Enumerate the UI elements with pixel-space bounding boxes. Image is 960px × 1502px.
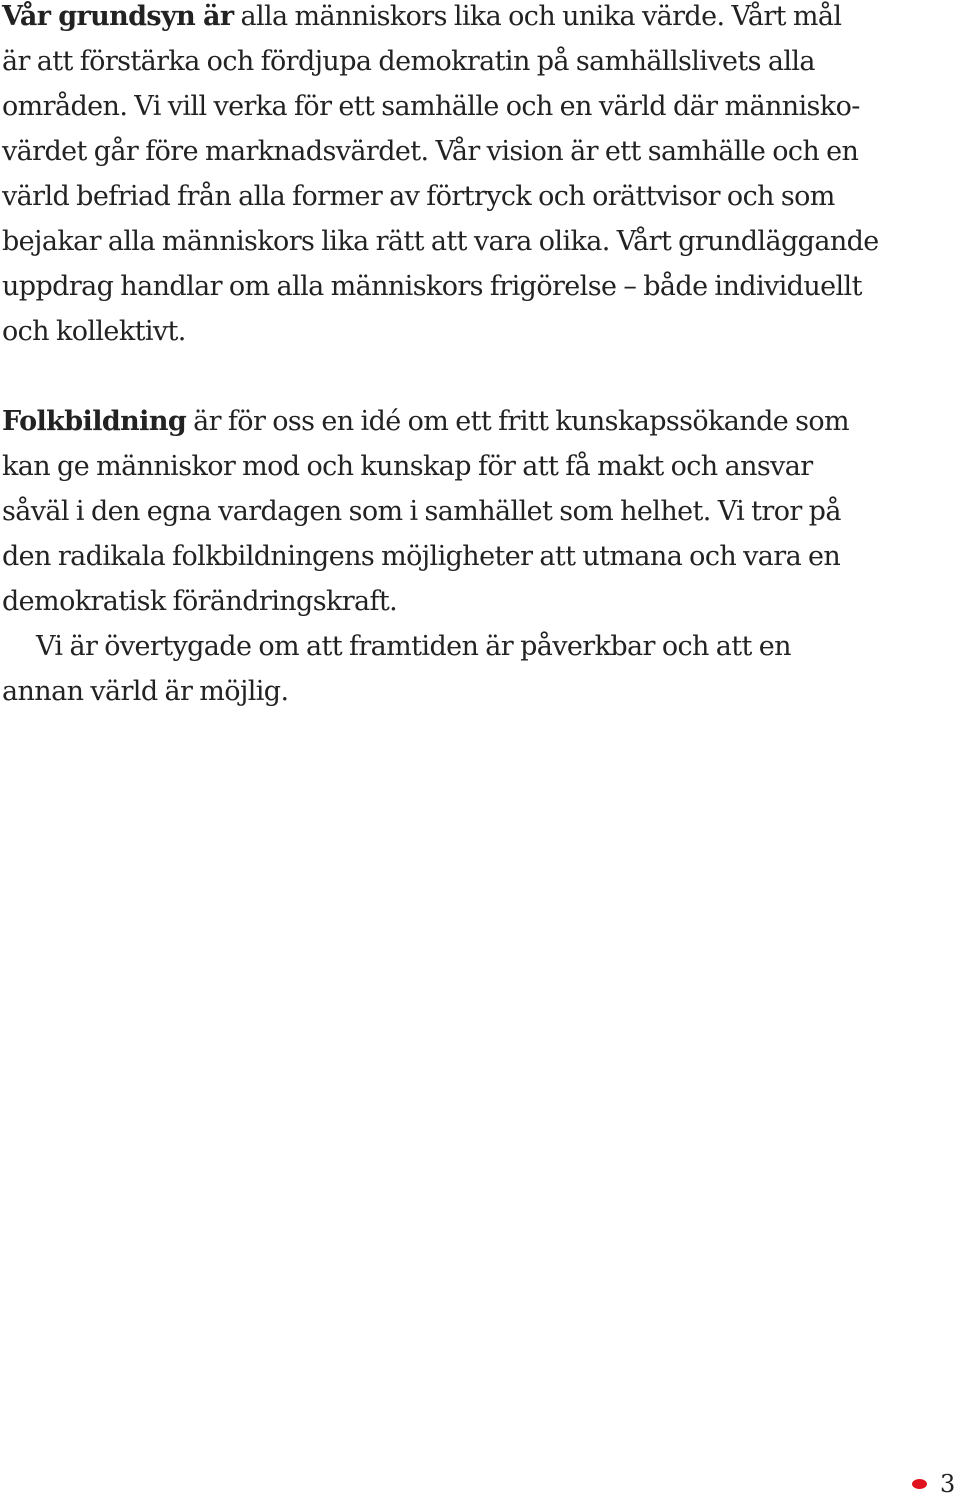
text-line: Vår grundsyn är alla människors lika och unika värde. Vårt mål: [2, 1, 842, 32]
text-line: bejakar alla människors lika rätt att vara olika. Vårt grundläggande: [2, 226, 879, 257]
text-line: kan ge människor mod och kunskap för att få makt och ansvar: [2, 451, 813, 482]
text-line: såväl i den egna vardagen som i samhället som helhet. Vi tror på: [2, 496, 841, 527]
text-line: Folkbildning är för oss en idé om ett fritt kunskapssökande som: [2, 406, 850, 437]
lead-term: Vår grundsyn är: [2, 1, 234, 32]
paragraph-folkbildning: [2, 399, 958, 714]
text-line: områden. Vi vill verka för ett samhälle och en värld där människo-: [2, 91, 860, 122]
text-line: värld befriad från alla former av förtryck och orättvisor och som: [2, 181, 835, 212]
text-line: demokratisk förändringskraft.: [2, 586, 398, 617]
text-line: är att förstärka och fördjupa demokratin på samhällslivets alla: [2, 46, 815, 77]
paragraph-grundsyn: [2, 0, 958, 354]
lead-term: Folkbildning: [2, 406, 187, 437]
text-line: den radikala folkbildningens möjligheter att utmana och vara en: [2, 541, 841, 572]
text-line: och kollektivt.: [2, 316, 186, 347]
text-line: uppdrag handlar om alla människors frigörelse – både individuellt: [2, 271, 862, 302]
text-line: Vi är övertygade om att framtiden är påverkbar och att en: [36, 631, 791, 662]
red-dot-icon: [912, 1479, 927, 1489]
page-number: 3: [940, 1470, 956, 1498]
text-line: annan värld är möjlig.: [2, 676, 289, 707]
page-footer: [912, 1466, 960, 1502]
text-line: värdet går före marknadsvärdet. Vår vision är ett samhälle och en: [2, 136, 859, 167]
